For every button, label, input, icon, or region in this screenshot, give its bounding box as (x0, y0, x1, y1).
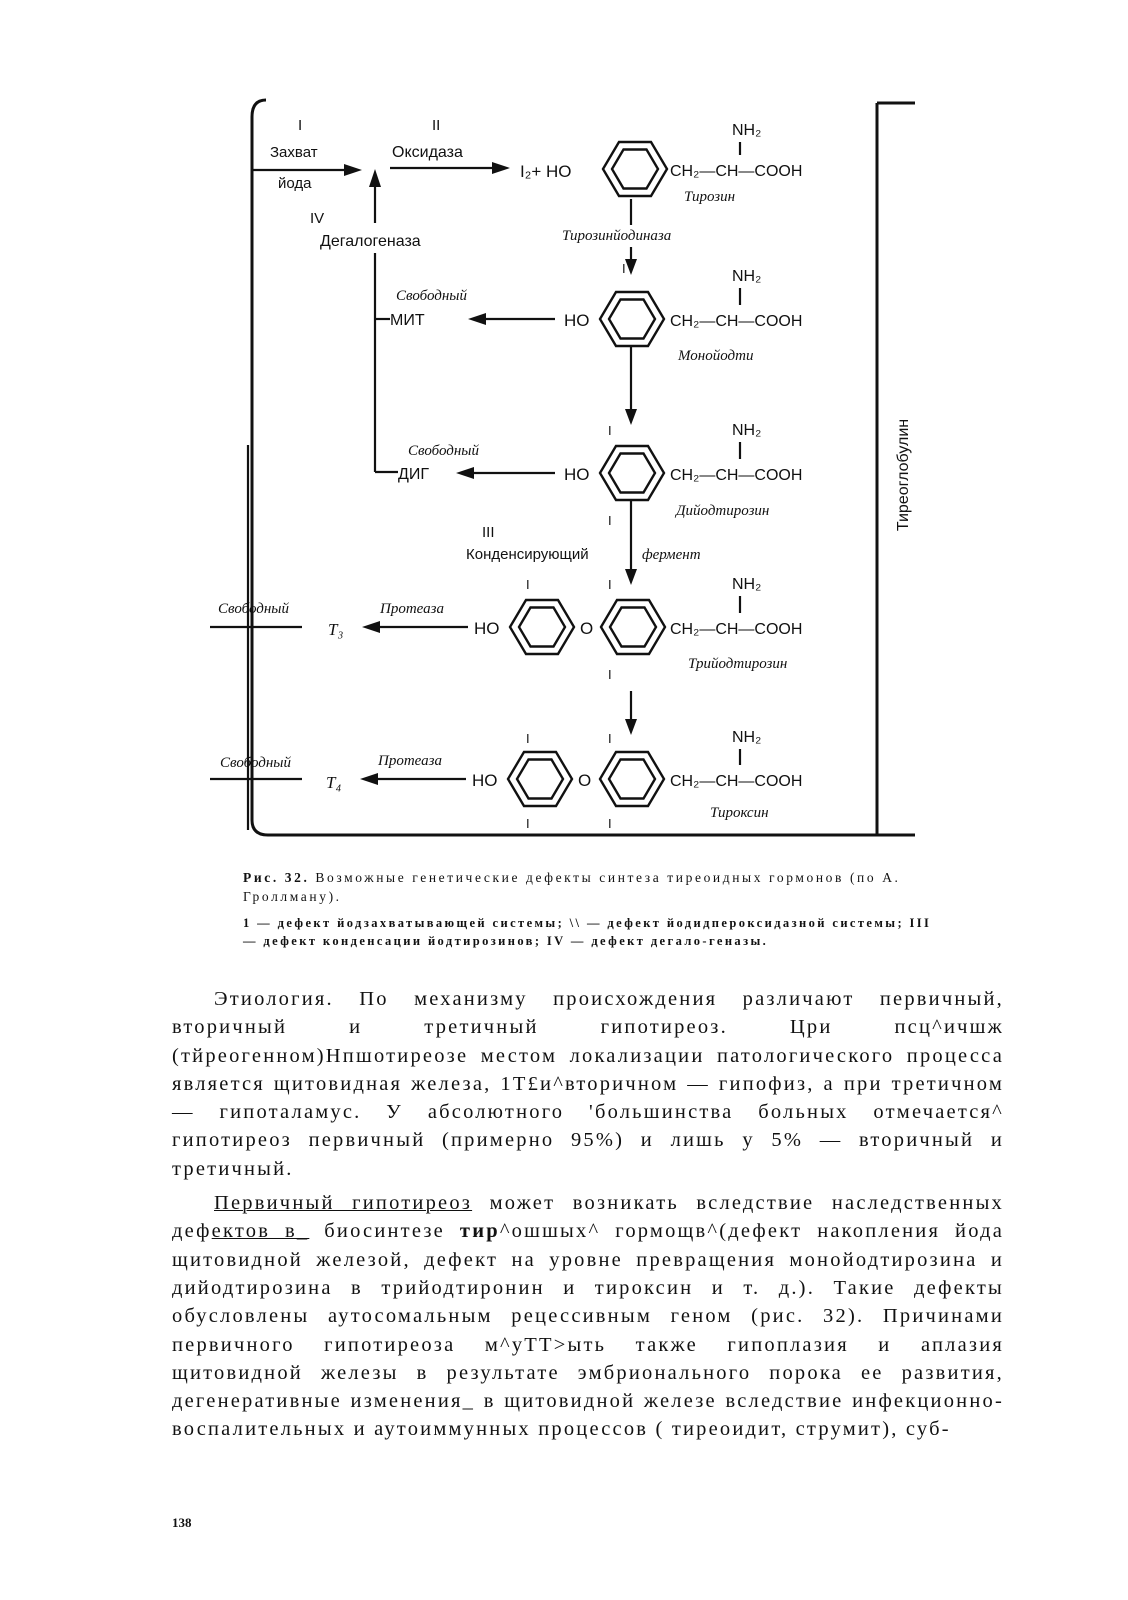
capture-label: Захват (270, 144, 318, 161)
free-label: Свободный (218, 601, 289, 617)
ho-label: HO (472, 771, 498, 790)
iodine-mark: I (526, 731, 530, 746)
side-chain: CH₂—CH—COOH (670, 467, 803, 484)
page-number: 138 (172, 1515, 192, 1530)
text-run: биосинтезе (309, 1220, 460, 1243)
free-label: Свободный (408, 443, 479, 459)
iodine-mark: I (526, 577, 530, 592)
caption-lead: Рис. 32. (243, 870, 310, 885)
nh2-label: NH₂ (732, 268, 762, 285)
paragraph-etiology: Этиология. По механизму происхождения различают первичный, вторичный и третичный гипотиреоз. Цри псц^ичшж (тйреогенном)Нпшотиреозе местом локализации патологического процесса является щитовидная железа, 1Т£и^вторичном — гипофиз, а при третичном — гипоталамус. У абсолютного 'большинства больных отмечается^ гипотиреоз первичный (примерно 95%) и лишь у 5% — вторичный и третичный. (172, 988, 1004, 1180)
iodine-mark: I (622, 261, 626, 276)
caption-text: Возможные генетические дефекты синтеза тиреоидных гормонов (по А. Гроллману). (243, 870, 901, 904)
diiodotyrosine-label: Дийодтирозин (676, 503, 770, 519)
thyroid-hormone-synthesis-diagram (210, 95, 970, 855)
stage-III-label: III (482, 524, 495, 541)
nh2-label: NH₂ (732, 729, 762, 746)
condensing-label: Конденсирующий (466, 546, 589, 563)
o-bridge: O (580, 619, 594, 638)
body-text (172, 985, 1004, 1450)
nh2-label: NH₂ (732, 122, 762, 139)
capture-label-2: йода (278, 175, 312, 192)
bold-run: тир (459, 1220, 500, 1243)
monoiodotyrosine-label: Монойодти (678, 348, 754, 364)
tyrosine-label: Тирозин (684, 189, 736, 205)
free-label: Свободный (396, 288, 467, 304)
iodine-mark: I (608, 423, 612, 438)
t3-label: T₃ (328, 620, 344, 639)
protease-label: Протеаза (380, 601, 444, 617)
text-run: может возникать вследствие наследственных деф (172, 1192, 1004, 1243)
ho-label: HO (474, 619, 500, 638)
iodine-mark: I (608, 667, 612, 682)
figure-legend: 1 — дефект йодзахватывающей системы; \\ — дефект йодидпероксидазной системы; III — дефект конденсации йодтирозинов; IV — дефект дегало-геназы. (243, 916, 932, 948)
t4-label: T₄ (326, 773, 342, 792)
o-bridge: O (578, 771, 592, 790)
iodine-mark: I (608, 816, 612, 831)
figure-caption (243, 868, 943, 906)
dit-label: ДИГ (398, 466, 429, 483)
iodine-mark: I (608, 731, 612, 746)
stage-I-label: I (298, 117, 303, 134)
stage-IV-label: IV (310, 210, 325, 227)
tyrosine-iodinase-label: Тирозинйодиназа (562, 228, 672, 244)
nh2-label: NH₂ (732, 422, 762, 439)
triiodotyronine-label: Трийодтирозин (688, 656, 788, 672)
side-chain: CH₂—CH—COOH (670, 313, 803, 330)
free-label: Свободный (220, 755, 291, 771)
nh2-label: NH₂ (732, 576, 762, 593)
ho-label: HO (564, 311, 590, 330)
iodine-plus-ho: I₂+ HO (520, 162, 572, 181)
thyroglobulin-label: Тиреоглобулин (895, 418, 912, 532)
text-run: ^ошшых^ гормощв^(дефект накопления йода щитовидной железой, дефект на уровне превращения монойодтирозина и дийодтирозина в трийодтиронин и тироксин и т. д.). Такие дефекты обусловлены аутосомальным рецессивным геном (рис. 32). Причинами первичного гипотиреоза м^уТТ>ыть также гипоплазия и аплазия щитовидной железы в результате эмбрионального порока ее развития, дегенеративные изменения_ в щитовидной железе вследствие инфекционно-воспалительных и аутоиммунных процессов ( тиреоидит, струмит), суб- (172, 1220, 1004, 1441)
enzyme-label: фермент (642, 547, 701, 563)
stage-II-label: II (432, 117, 441, 134)
protease-label: Протеаза (378, 753, 442, 769)
side-chain: CH₂—CH—COOH (670, 163, 803, 180)
iodine-mark: I (608, 513, 612, 528)
iodine-mark: I (526, 816, 530, 831)
mit-label: МИТ (390, 312, 425, 329)
oxidase-label: Оксидаза (392, 144, 463, 161)
underlined-term: Первичный гипотиреоз (214, 1192, 473, 1215)
paragraph-primary-hypothyroidism (172, 1189, 1004, 1444)
ho-label: HO (564, 465, 590, 484)
thyroxine-label: Тироксин (710, 805, 769, 821)
iodine-mark: I (608, 577, 612, 592)
side-chain: CH₂—CH—COOH (670, 621, 803, 638)
dehalogenase-label: Дегалогеназа (320, 233, 421, 250)
side-chain: CH₂—CH—COOH (670, 773, 803, 790)
underlined-run: ектов в_ (211, 1220, 310, 1243)
